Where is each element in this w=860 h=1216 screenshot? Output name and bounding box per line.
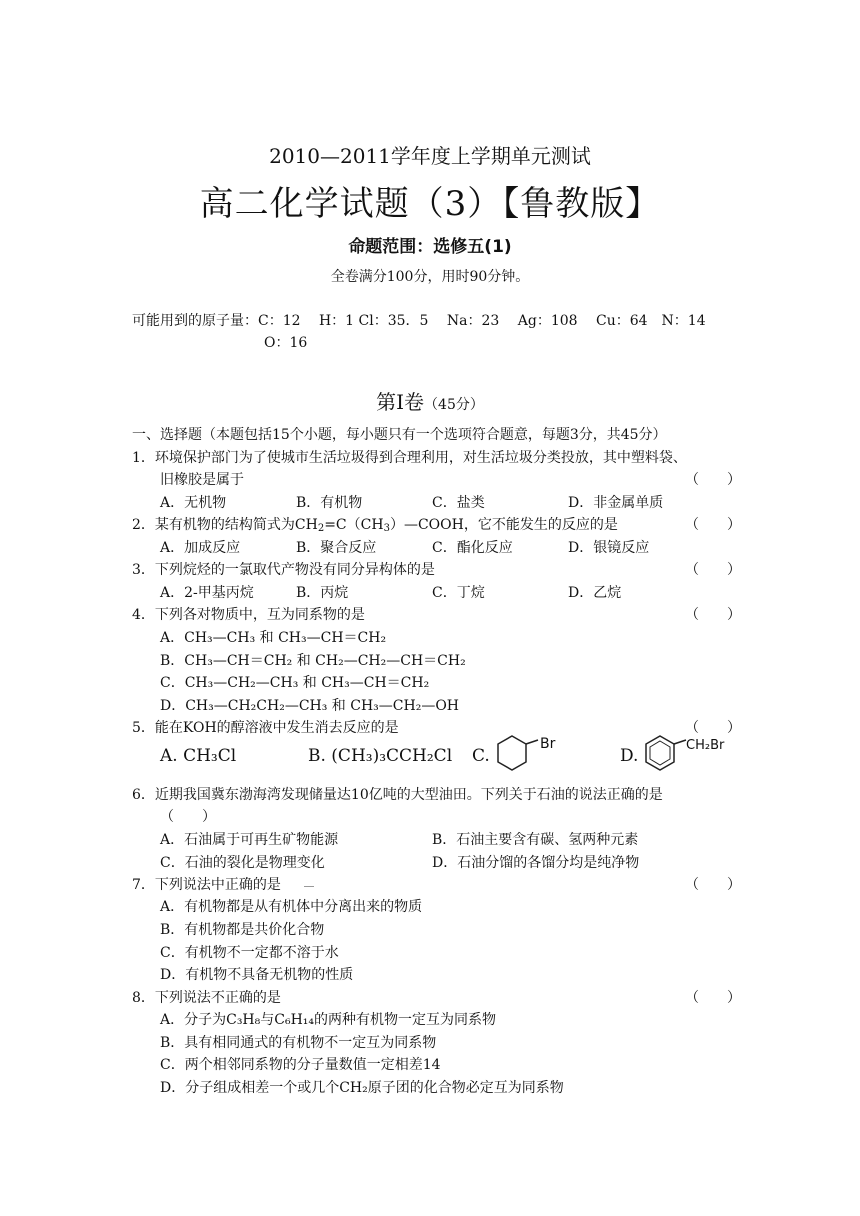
q1-option-b: B．有机物	[296, 495, 363, 511]
q3-option-c: C．丁烷	[432, 585, 485, 601]
q2-stem: 2．某有机物的结构简式为$CH_2=C(CH_3)—COOH$，它不能发生的反应的是	[132, 517, 618, 534]
q3-stem: 3．下列烷烃的一氯取代产物没有同分异构体的是	[132, 562, 435, 578]
q4-option-b: B．CH₃—CH＝CH₂ 和 CH₂—CH₂—CH＝CH₂	[160, 653, 466, 669]
q2-answer-paren: （ ）	[685, 517, 741, 533]
q2-option-b: B．聚合反应	[296, 540, 377, 556]
section-instruction: 一、选择题（本题包括15个小题，每小题只有一个选项符合题意，每题3分，共45分）	[132, 427, 667, 443]
volume-heading	[0, 386, 860, 415]
q1-option-a: A．无机物	[160, 495, 227, 511]
q5-option-b: B. (CH₃)₃CCH₂Cl	[308, 746, 453, 766]
q2-stem-pre: 2．某有机物的结构简式为CH	[132, 517, 318, 533]
q4-stem: 4．下列各对物质中，互为同系物的是	[132, 607, 365, 623]
q3-answer-paren: （ ）	[685, 562, 741, 578]
q2-stem-post: ）—COOH，它不能发生的反应的是	[389, 517, 618, 533]
q6-option-d: D．石油分馏的各馏分均是纯净物	[432, 855, 640, 871]
atomic-mass-line-2: O：16	[264, 335, 308, 351]
q8-option-b: B．具有相同通式的有机物不一定互为同系物	[160, 1035, 437, 1051]
q3-option-a: A．2-甲基丙烷	[160, 585, 254, 601]
q7-answer-paren: （ ）	[685, 877, 741, 893]
score-info: 全卷满分100分，用时90分钟。	[330, 269, 530, 285]
q4-option-c: C．CH₃—CH₂—CH₃ 和 CH₃—CH＝CH₂	[160, 675, 430, 691]
q5-stem: 5．能在KOH的醇溶液中发生消去反应的是	[132, 720, 399, 736]
exam-subtitle: 2010—2011学年度上学期单元测试	[269, 144, 591, 168]
q5-d-ch2br-label: CH₂Br	[686, 738, 725, 753]
q6-stem: 6．近期我国冀东渤海湾发现储量达10亿吨的大型油田。下列关于石油的说法正确的是	[132, 787, 663, 803]
atomic-mass-line-1: 可能用到的原子量：C：12 H：1 Cl：35．5 Na：23 Ag：108 Cu：64 N：14	[132, 313, 706, 329]
q5-option-a: A. CH₃Cl	[160, 746, 237, 766]
q7-stem: 7．下列说法中正确的是	[132, 877, 281, 893]
q5-option-c: C.	[472, 746, 490, 766]
q1-option-c: C．盐类	[432, 495, 485, 511]
q8-answer-paren: （ ）	[685, 990, 741, 1006]
q6-option-c: C．石油的裂化是物理变化	[160, 855, 325, 871]
q4-option-a: A．CH₃—CH₃ 和 CH₃—CH＝CH₂	[160, 630, 387, 646]
q8-option-d: D．分子组成相差一个或几个CH₂原子团的化合物必定互为同系物	[160, 1080, 564, 1096]
q6-option-a: A．石油属于可再生矿物能源	[160, 832, 339, 848]
benzyl-bromide-structure	[642, 732, 692, 782]
q7-option-a: A．有机物都是从有机体中分离出来的物质	[160, 899, 423, 915]
exam-title: 高二化学试题（3）【鲁教版】	[199, 184, 661, 224]
q1-answer-paren: （ ）	[685, 472, 741, 488]
q8-option-a: A．分子为C₃H₈与C₆H₁₄的两种有机物一定互为同系物	[160, 1012, 497, 1028]
q7-option-d: D．有机物不具备无机物的性质	[160, 967, 354, 983]
q2-stem-mid: =C（CH	[324, 517, 384, 533]
q3-option-d: D．乙烷	[568, 585, 622, 601]
q6-option-b: B．石油主要含有碳、氢两种元素	[432, 832, 639, 848]
q8-option-c: C．两个相邻同系物的分子量数值一定相差14	[160, 1057, 441, 1073]
exam-scope: 命题范围：选修五(1)	[348, 237, 512, 257]
q1-option-d: D．非金属单质	[568, 495, 664, 511]
q4-answer-paren: （ ）	[685, 607, 741, 623]
q5-c-bromine-label: Br	[540, 736, 556, 752]
q1-stem-line1: 1．环境保护部门为了使城市生活垃圾得到合理利用，对生活垃圾分类投放，其中塑料袋、	[132, 450, 687, 466]
q7-option-b: B．有机物都是共价化合物	[160, 922, 325, 938]
q2-option-c: C．酯化反应	[432, 540, 513, 556]
q2-option-d: D．银镜反应	[568, 540, 650, 556]
q7-underline-mark	[304, 886, 314, 887]
volume-title: 第Ⅰ卷	[376, 390, 425, 414]
q4-option-d: D．CH₃—CH₂CH₂—CH₃ 和 CH₃—CH₂—OH	[160, 698, 460, 714]
q6-answer-paren: （ ）	[160, 809, 216, 825]
volume-score: （45分）	[424, 397, 484, 413]
q3-option-b: B．丙烷	[296, 585, 349, 601]
q5-answer-paren: （ ）	[685, 720, 741, 736]
q8-stem: 8．下列说法不正确的是	[132, 990, 281, 1006]
q5-option-d: D.	[620, 746, 639, 766]
q2-option-a: A．加成反应	[160, 540, 241, 556]
q7-option-c: C．有机物不一定都不溶于水	[160, 945, 339, 961]
q1-stem-line2: 旧橡胶是属于	[160, 472, 244, 488]
